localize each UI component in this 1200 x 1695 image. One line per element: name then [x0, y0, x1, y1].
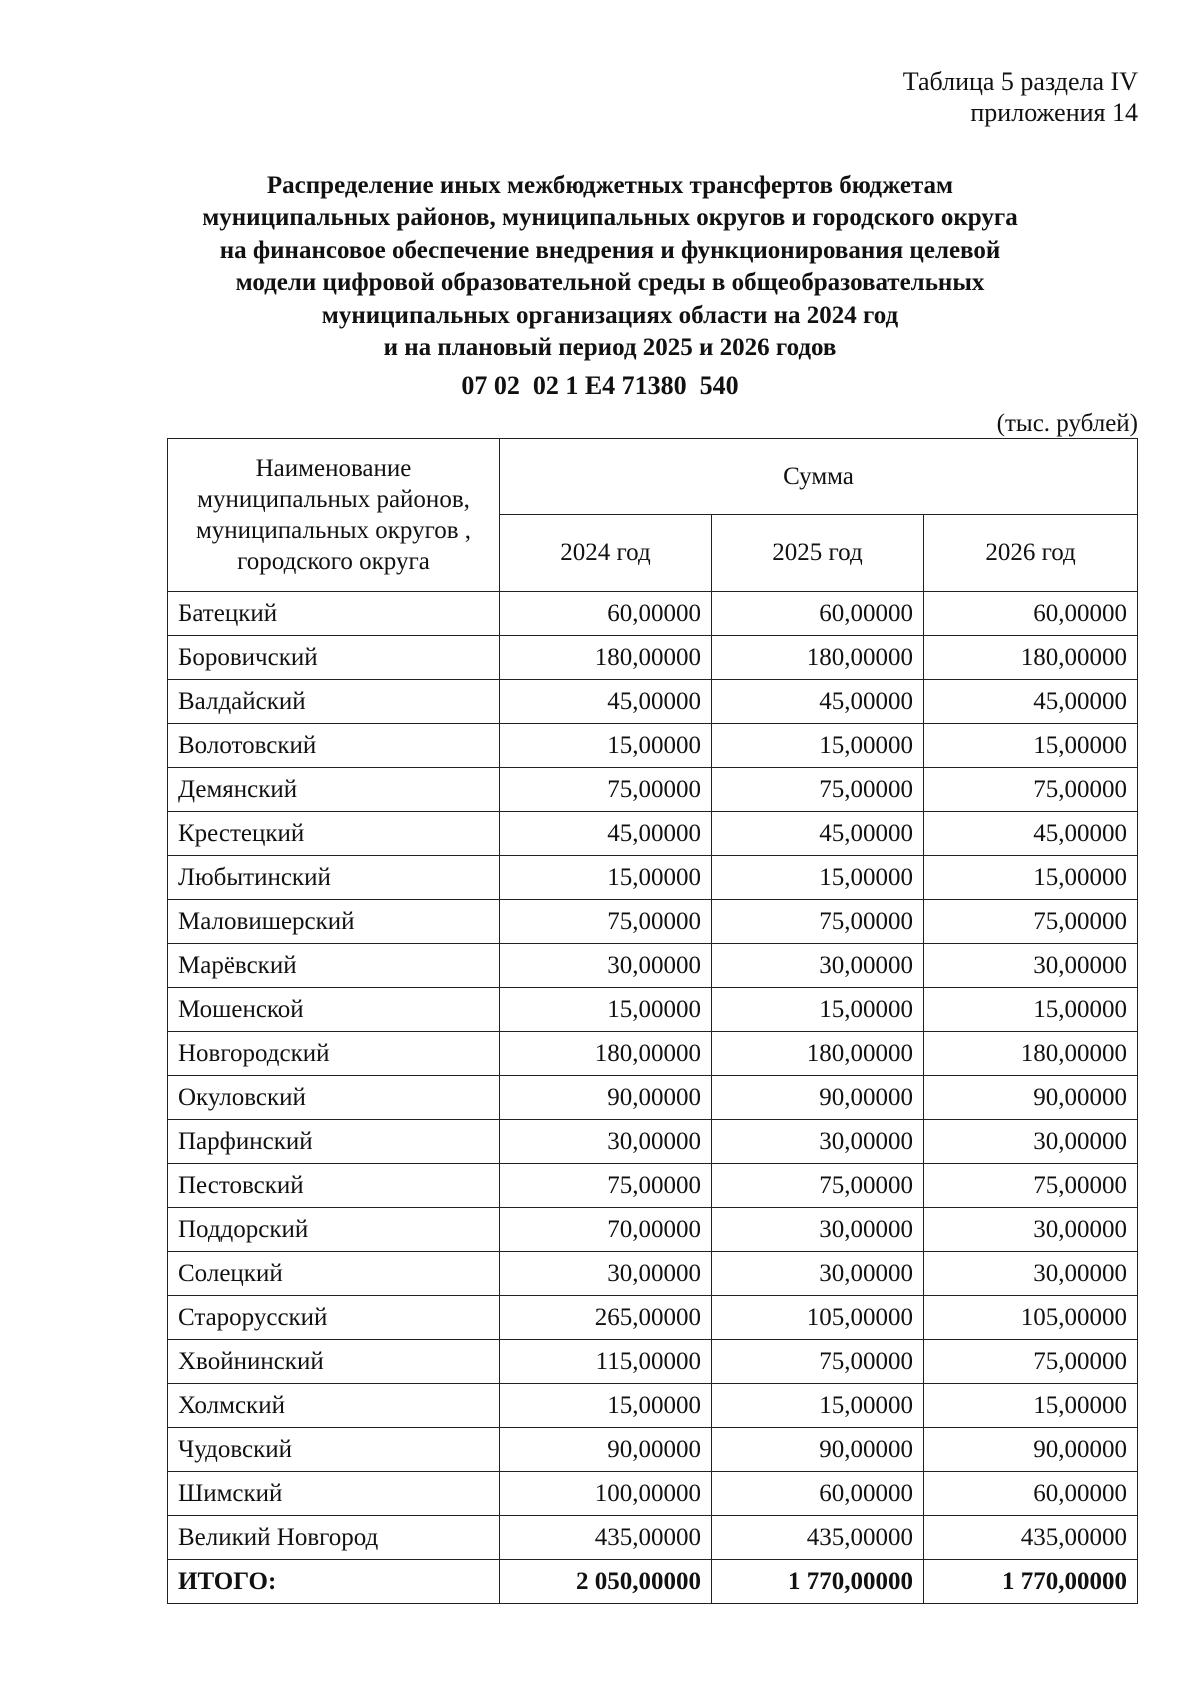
value-2024: 15,00000 — [500, 1384, 712, 1428]
value-2025: 60,00000 — [712, 592, 924, 636]
total-2024: 2 050,00000 — [500, 1560, 712, 1604]
units-label: (тыс. рублей) — [996, 410, 1138, 437]
table-row — [168, 592, 1138, 636]
district-name: Великий Новгород — [168, 1516, 500, 1560]
table-row — [168, 1340, 1138, 1384]
value-2024: 60,00000 — [500, 592, 712, 636]
table-row — [168, 1472, 1138, 1516]
district-name: Солецкий — [168, 1252, 500, 1296]
district-name: Демянский — [168, 768, 500, 812]
value-2026: 60,00000 — [924, 592, 1138, 636]
value-2026: 90,00000 — [924, 1076, 1138, 1120]
reference-line-2: приложения 14 — [970, 98, 1138, 127]
value-2024: 75,00000 — [500, 1164, 712, 1208]
value-2025: 60,00000 — [712, 1472, 924, 1516]
value-2025: 30,00000 — [712, 1208, 924, 1252]
value-2024: 75,00000 — [500, 900, 712, 944]
total-label: ИТОГО: — [168, 1560, 500, 1604]
column-header-2026: 2026 год — [924, 515, 1138, 592]
column-header-2025: 2025 год — [712, 515, 924, 592]
total-2025: 1 770,00000 — [712, 1560, 924, 1604]
value-2024: 15,00000 — [500, 856, 712, 900]
value-2024: 30,00000 — [500, 1252, 712, 1296]
value-2026: 75,00000 — [924, 768, 1138, 812]
district-name: Парфинский — [168, 1120, 500, 1164]
value-2026: 30,00000 — [924, 1120, 1138, 1164]
table-row — [168, 1384, 1138, 1428]
value-2024: 90,00000 — [500, 1428, 712, 1472]
value-2026: 30,00000 — [924, 944, 1138, 988]
table-row — [168, 1208, 1138, 1252]
district-name: Шимский — [168, 1472, 500, 1516]
value-2026: 60,00000 — [924, 1472, 1138, 1516]
value-2026: 15,00000 — [924, 988, 1138, 1032]
district-name: Старорусский — [168, 1296, 500, 1340]
value-2026: 45,00000 — [924, 680, 1138, 724]
table-row — [168, 1516, 1138, 1560]
value-2024: 115,00000 — [500, 1340, 712, 1384]
district-name: Чудовский — [168, 1428, 500, 1472]
value-2026: 435,00000 — [924, 1516, 1138, 1560]
value-2025: 180,00000 — [712, 1032, 924, 1076]
value-2024: 30,00000 — [500, 944, 712, 988]
value-2025: 45,00000 — [712, 812, 924, 856]
value-2025: 15,00000 — [712, 856, 924, 900]
district-name: Окуловский — [168, 1076, 500, 1120]
table-row — [168, 1120, 1138, 1164]
value-2025: 75,00000 — [712, 768, 924, 812]
value-2026: 15,00000 — [924, 1384, 1138, 1428]
table-row — [168, 856, 1138, 900]
table-row — [168, 1032, 1138, 1076]
value-2025: 15,00000 — [712, 988, 924, 1032]
value-2026: 105,00000 — [924, 1296, 1138, 1340]
transfers-table — [167, 438, 1138, 1604]
table-reference — [903, 66, 1138, 128]
value-2026: 90,00000 — [924, 1428, 1138, 1472]
value-2024: 180,00000 — [500, 1032, 712, 1076]
district-name: Любытинский — [168, 856, 500, 900]
value-2024: 75,00000 — [500, 768, 712, 812]
district-name: Мошенской — [168, 988, 500, 1032]
district-name: Марёвский — [168, 944, 500, 988]
value-2025: 75,00000 — [712, 1340, 924, 1384]
column-header-2024: 2024 год — [500, 515, 712, 592]
value-2024: 15,00000 — [500, 724, 712, 768]
value-2025: 30,00000 — [712, 1120, 924, 1164]
table-row — [168, 1164, 1138, 1208]
value-2025: 180,00000 — [712, 636, 924, 680]
column-header-name: Наименование муниципальных районов, муниципальных округов , городского округа — [168, 439, 500, 592]
document-title — [150, 170, 1070, 364]
value-2024: 15,00000 — [500, 988, 712, 1032]
title-line: Распределение иных межбюджетных трансфертов бюджетам — [266, 172, 954, 199]
table-row — [168, 768, 1138, 812]
value-2026: 75,00000 — [924, 1164, 1138, 1208]
table-row — [168, 1076, 1138, 1120]
table-row — [168, 812, 1138, 856]
table-row — [168, 988, 1138, 1032]
value-2025: 45,00000 — [712, 680, 924, 724]
title-line: муниципальных районов, муниципальных округов и городского округа — [202, 204, 1018, 232]
value-2025: 75,00000 — [712, 900, 924, 944]
title-line: модели цифровой образовательной среды в общеобразовательных — [235, 269, 985, 297]
value-2025: 75,00000 — [712, 1164, 924, 1208]
table-row — [168, 680, 1138, 724]
value-2024: 180,00000 — [500, 636, 712, 680]
total-row — [168, 1560, 1138, 1604]
value-2024: 45,00000 — [500, 812, 712, 856]
table-row — [168, 636, 1138, 680]
district-name: Боровичский — [168, 636, 500, 680]
district-name: Крестецкий — [168, 812, 500, 856]
value-2025: 105,00000 — [712, 1296, 924, 1340]
value-2025: 90,00000 — [712, 1076, 924, 1120]
title-line: на финансовое обеспечение внедрения и функционирования целевой — [219, 236, 1001, 264]
value-2025: 30,00000 — [712, 944, 924, 988]
value-2024: 30,00000 — [500, 1120, 712, 1164]
value-2025: 30,00000 — [712, 1252, 924, 1296]
table-body — [168, 592, 1138, 1604]
value-2026: 75,00000 — [924, 900, 1138, 944]
value-2026: 180,00000 — [924, 636, 1138, 680]
district-name: Волотовский — [168, 724, 500, 768]
value-2025: 90,00000 — [712, 1428, 924, 1472]
value-2026: 30,00000 — [924, 1252, 1138, 1296]
district-name: Хвойнинский — [168, 1340, 500, 1384]
value-2026: 15,00000 — [924, 724, 1138, 768]
district-name: Холмский — [168, 1384, 500, 1428]
table-row — [168, 1296, 1138, 1340]
value-2024: 100,00000 — [500, 1472, 712, 1516]
value-2026: 45,00000 — [924, 812, 1138, 856]
table-row — [168, 1428, 1138, 1472]
district-name: Валдайский — [168, 680, 500, 724]
value-2024: 435,00000 — [500, 1516, 712, 1560]
table-row — [168, 724, 1138, 768]
district-name: Батецкий — [168, 592, 500, 636]
column-header-sum: Сумма — [500, 439, 1138, 515]
reference-line-1: Таблица 5 раздела IV — [902, 67, 1138, 96]
district-name: Новгородский — [168, 1032, 500, 1076]
district-name: Маловишерский — [168, 900, 500, 944]
value-2026: 75,00000 — [924, 1340, 1138, 1384]
total-2026: 1 770,00000 — [924, 1560, 1138, 1604]
value-2025: 15,00000 — [712, 1384, 924, 1428]
value-2024: 265,00000 — [500, 1296, 712, 1340]
district-name: Поддорский — [168, 1208, 500, 1252]
title-line: муниципальных организациях области на 2024 год — [321, 301, 899, 329]
value-2024: 90,00000 — [500, 1076, 712, 1120]
table-row — [168, 900, 1138, 944]
value-2026: 15,00000 — [924, 856, 1138, 900]
table-row — [168, 944, 1138, 988]
title-line: и на плановый период 2025 и 2026 годов — [383, 334, 837, 362]
value-2024: 45,00000 — [500, 680, 712, 724]
value-2025: 435,00000 — [712, 1516, 924, 1560]
value-2025: 15,00000 — [712, 724, 924, 768]
district-name: Пестовский — [168, 1164, 500, 1208]
budget-classification-code: 07 02 02 1 Е4 71380 540 — [461, 371, 739, 400]
table-row — [168, 1252, 1138, 1296]
value-2024: 70,00000 — [500, 1208, 712, 1252]
value-2026: 180,00000 — [924, 1032, 1138, 1076]
value-2026: 30,00000 — [924, 1208, 1138, 1252]
